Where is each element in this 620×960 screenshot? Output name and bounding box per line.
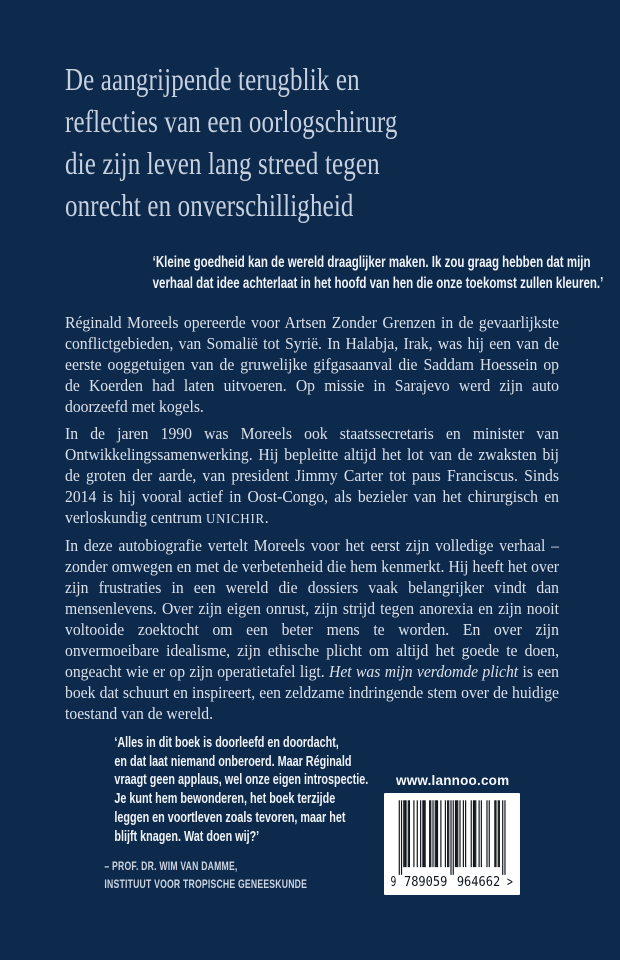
endorsement-attribution — [104, 858, 307, 893]
pull-quote — [153, 252, 604, 294]
body-copy — [65, 312, 559, 730]
paragraph-text: In de jaren 1990 was Moreels ook staatssecretaris en minister van Ontwikkelingssamenwerking. Hij bepleitte altijd het lot van de zwaksten bij de groten der aarde, van president Jimmy Carter tot paus Franciscus. Sinds 2014 is hij vooral actief in Oost-Congo, als bezieler van het chirurgisch en verloskundig centrum — [65, 424, 559, 527]
svg-text:789059: 789059 — [404, 873, 448, 889]
text-line: De aangrijpende terugblik en — [65, 61, 360, 97]
text-line: leggen en voortleven zoals tevoren, maar het — [114, 808, 346, 826]
cover-headline — [65, 58, 398, 226]
paragraph-msf-bio: Réginald Moreels opereerde voor Artsen Zonder Grenzen in de gevaarlijkste conflictgebieden, van Somalië tot Syrië. In Halabja, Irak, was hij een van de eerste ooggetuigen van de gruwelijke gifgasaanval die Saddam Hoessein op de Koerden had laten uitvoeren. Op missie in Sarajevo werd zijn auto doorzeefd met kogels. — [65, 313, 559, 416]
text-line: ‘Alles in dit boek is doorleefd en doordacht, — [114, 734, 339, 751]
paragraph-text: In deze autobiografie vertelt Moreels voor het eerst zijn volledige verhaal – zonder omwegen en met de verbetenheid die hem kenmerkt. Hij heeft het over zijn frustraties in een wereld die dossiers vaak belangrijker vindt dan mensenlevens. Over zijn eigen onrust, zijn strijd tegen anorexia en zijn nooit voltooide zoektocht om een beter mens te worden. En over zijn onvermoeibare idealisme, zijn ethische plicht om altijd het goede te doen, ongeacht wie er op zijn operatietafel ligt. — [65, 536, 559, 681]
text-line: blijft knagen. Wat doen wij?’ — [114, 827, 260, 845]
text-line: – PROF. DR. WIM VAN DAMME, — [104, 859, 238, 873]
text-line: Je kunt hem bewonderen, het boek terzijde — [114, 790, 336, 808]
svg-text:964662: 964662 — [456, 873, 501, 889]
isbn-barcode — [384, 793, 520, 895]
publisher-website: www.lannoo.com — [396, 773, 510, 788]
barcode-bars-graphic — [389, 799, 515, 889]
paragraph-autobiography — [65, 535, 559, 724]
book-title-italic: Het was mijn verdomde plicht — [329, 662, 519, 681]
text-line: onrecht en onverschilligheid — [65, 187, 354, 223]
paragraph-text: is een boek dat schuurt en inspireert, een zeldzame indringende stem over de huidige toestand van de wereld. — [65, 662, 559, 723]
svg-text:>: > — [506, 873, 513, 889]
text-line: vraagt geen applaus, wel onze eigen introspectie. — [114, 771, 369, 789]
unichir-smallcaps: UNICHIR — [206, 511, 265, 526]
paragraph-politics — [65, 423, 559, 529]
svg-text:9: 9 — [390, 873, 397, 889]
text-line: verhaal dat idee achterlaat in het hoofd van hen die onze toekomst zullen kleuren.’ — [152, 275, 604, 292]
endorsement-quote — [114, 734, 368, 846]
paragraph-text: . — [264, 508, 269, 527]
text-line: en dat laat niemand onberoerd. Maar Réginald — [114, 752, 352, 770]
text-line: ‘Kleine goedheid kan de wereld draaglijker maken. Ik zou graag hebben dat mijn — [152, 254, 591, 271]
text-line: INSTITUUT VOOR TROPISCHE GENEESKUNDE — [104, 876, 308, 891]
text-line: die zijn leven lang streed tegen — [65, 145, 380, 181]
text-line: reflecties van een oorlogschirurg — [65, 103, 398, 139]
